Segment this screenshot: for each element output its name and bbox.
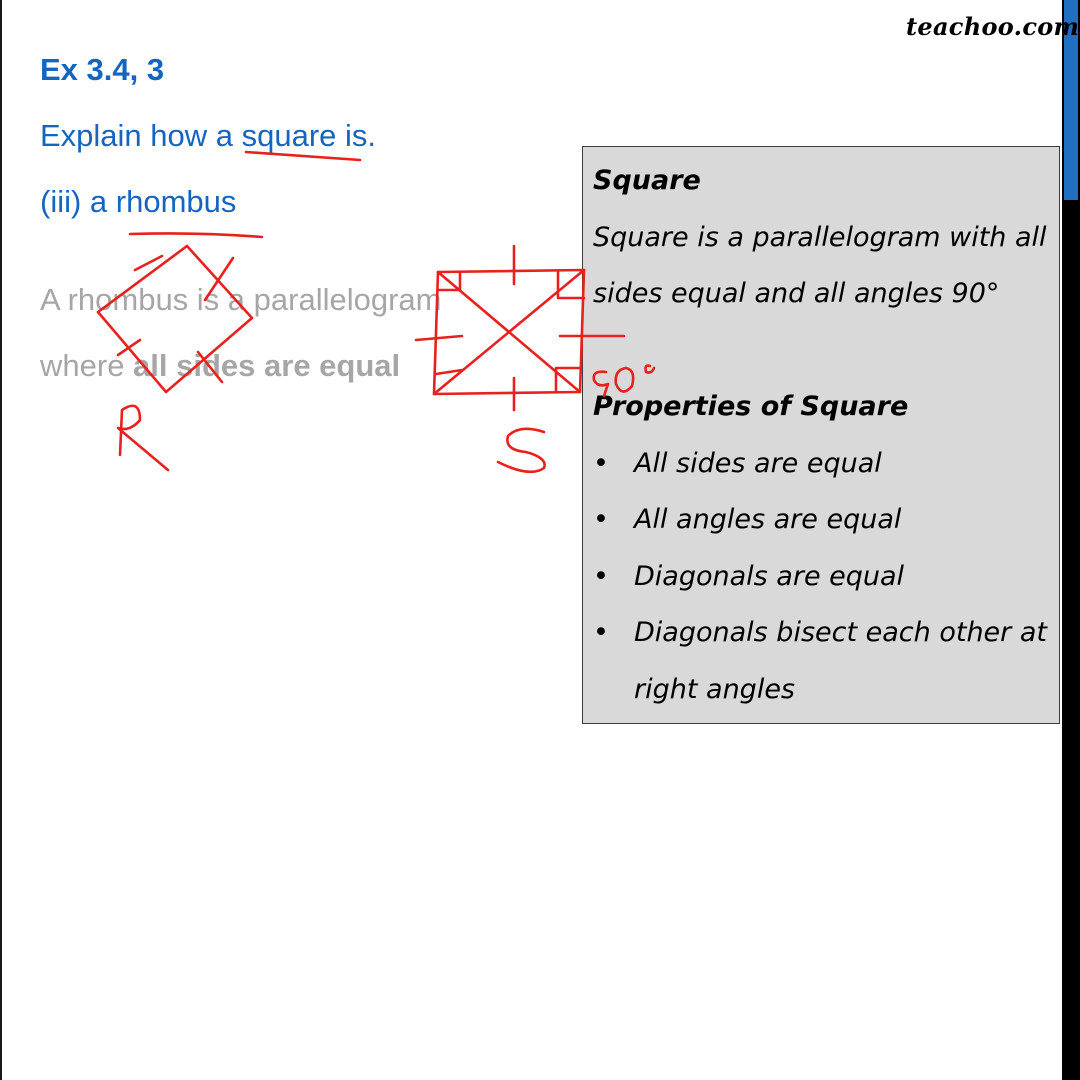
answer-line-1: A rhombus is a parallelogram	[40, 282, 442, 317]
rhombus-tick	[135, 256, 162, 270]
square-diagonal	[438, 272, 580, 392]
rhombus-label-r	[118, 406, 168, 470]
property-item: All sides are equal	[634, 448, 882, 479]
brand-logo: teachoo.com	[906, 12, 1080, 41]
question-text: Explain how a square is.	[40, 118, 377, 153]
question-part: (iii) a rhombus	[40, 184, 237, 219]
definition-line-2: sides equal and all angles 90°	[593, 278, 1000, 309]
properties-heading: Properties of Square	[593, 391, 909, 422]
square-definition-box	[582, 146, 1060, 724]
page-left-border	[0, 0, 2, 1080]
bullet-marker: •	[593, 504, 609, 535]
bullet-marker: •	[593, 448, 609, 479]
answer-line-2-prefix: where	[40, 348, 134, 383]
property-item-continued: right angles	[634, 674, 795, 705]
definition-heading: Square	[593, 165, 701, 196]
square-diagonal	[434, 270, 584, 394]
property-item: Diagonals are equal	[634, 561, 905, 592]
answer-line-2-bold: all sides are equal	[133, 348, 401, 383]
underline-rhombus	[130, 233, 262, 237]
bullet-marker: •	[593, 561, 609, 592]
right-angle-mark	[436, 370, 462, 374]
definition-line-1: Square is a parallelogram with all	[593, 222, 1047, 253]
property-item: All angles are equal	[634, 504, 902, 535]
property-item: Diagonals bisect each other at	[634, 617, 1047, 648]
bullet-marker: •	[593, 617, 609, 648]
square-label-s	[498, 429, 545, 472]
square-tick	[416, 336, 462, 340]
exercise-title: Ex 3.4, 3	[40, 52, 165, 87]
right-angle-mark	[556, 368, 580, 392]
answer-line-2	[40, 348, 400, 384]
square-shape	[434, 270, 584, 394]
right-angle-mark	[558, 272, 584, 298]
